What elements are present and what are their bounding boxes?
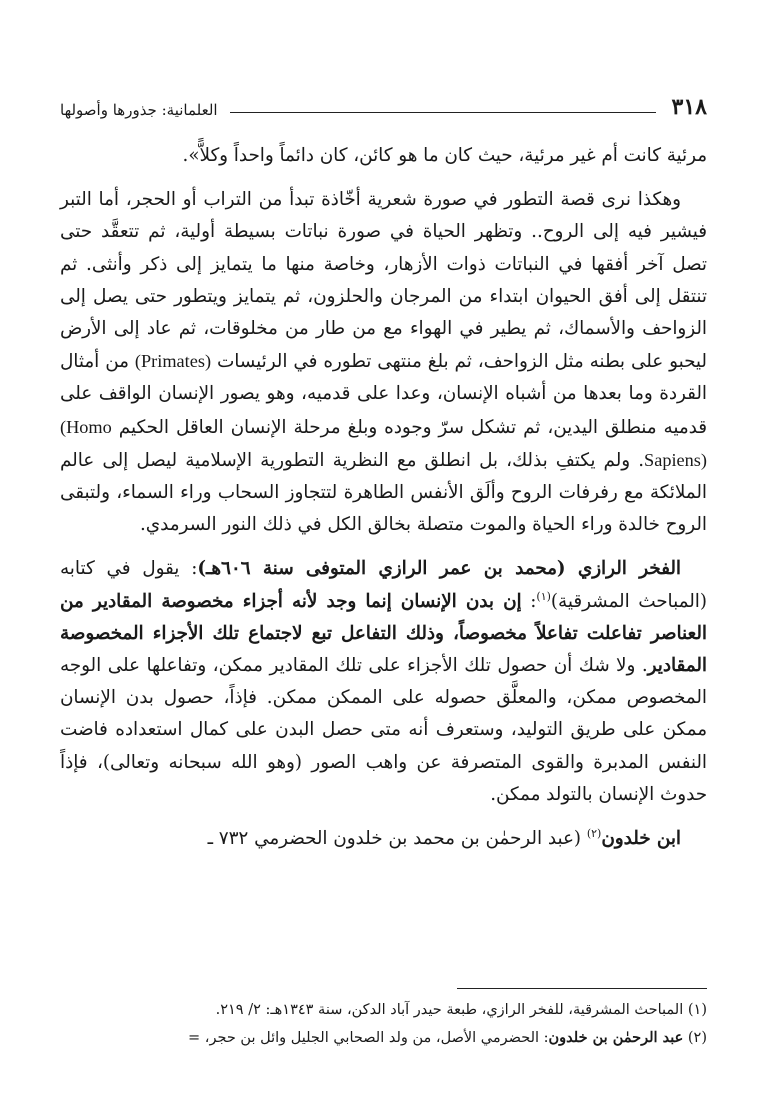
paragraph-gap — [60, 811, 707, 823]
footnote-text: المباحث المشرقية، للفخر الرازي، طبعة حيدر آباد الدكن، سنة ١٣٤٣هـ: ٢/ ٢١٩. — [215, 1002, 684, 1018]
paragraph-text: (عبد الرحمٰن بن محمد بن خلدون الحضرمي ٧٣٢ ـ — [207, 828, 587, 850]
paragraph-text: . ولم يكتفِ بذلك، بل انطلق مع النظرية التطورية الإسلامية ليصل إلى عالم الملائكة مع رفرفات الروح وألَق الأنفس الطاهرة لتتجاوز السحاب وراء السماء، ولتبقى الروح خالدة وراء الحياة والموت متصلة بخالق الكل في ذلك النور السرمدي. — [60, 449, 707, 536]
paragraph-continuation: مرئية كانت أم غير مرئية، حيث كان ما هو كائن، كان دائماً واحداً وكلاًّ». — [182, 145, 707, 166]
paragraph-gap — [60, 172, 707, 184]
paragraph-evolution-story — [60, 184, 707, 541]
footnotes — [60, 996, 707, 1052]
paragraph-text: . ولا شك أن حصول تلك الأجزاء على تلك المقادير ممكن، وتفاعلها على الوجه المخصوص ممكن، والمعلَّق حصوله على الممكن ممكن. فإذاً، حصول بدن الإنسان ممكن على طريق التوليد، وستعرف أنه متى حصل البدن على كمال استعداده فاضت النفس المدبرة والقوى المتصرفة عن واهب الصور (وهو الله سبحانه وتعالى)، فإذاً حدوث الإنسان بالتولد ممكن. — [60, 655, 707, 805]
page-header — [60, 88, 707, 118]
paragraph-text: وهكذا نرى قصة التطور في صورة شعرية أخّاذة تبدأ من التراب أو الحجر، أما التبر فيشير فيه إلى الروح.. وتظهر الحياة في صورة نباتات بسيطة أولية، ثم تتعقَّد حتى تصل آخر أفقها في النباتات ذوات الأزهار، وخاصة منها ما يتمايز إلى ذكر وأنثى. ثم تنتقل إلى أفق الحيوان ابتداء من المرجان والحلزون، ثم يتمايز ويتطور حتى يصل إلى الزواحف والأسماك، ثم يطير في الهواء مع من طار من مخلوقات، ثم عاد إلى الأرض ليحبو على بطنه مثل الزواحف، ثم بلغ منتهى تطوره في الرئيسات — [60, 189, 708, 373]
footnote-ref-2[interactable]: (٢) — [586, 826, 602, 840]
quote-bold: إن بدن الإنسان إنما وجد لأنه أجزاء مخصوصة المقادير من العناصر تفاعلت تفاعلاً مخصوصاً، وذلك التفاعل تبع لاجتماع تلك الأجزاء المخصوصة المقادير — [60, 590, 707, 677]
latin-term-primates: (Primates) — [134, 351, 212, 372]
running-title: العلمانية: جذورها وأصولها — [60, 101, 218, 119]
page-number: ٣١٨ — [671, 94, 707, 120]
footnote-text: : الحضرمي الأصل، من ولد الصحابي الجليل وائل بن حجر، = — [188, 1030, 549, 1046]
footnote-bold-name: عبد الرحمٰن بن خلدون — [548, 1029, 684, 1046]
footnote-ref-1[interactable]: (١) — [536, 589, 551, 603]
header-rule — [230, 112, 656, 113]
paragraph-razi — [60, 553, 707, 811]
footnote-1 — [60, 996, 707, 1024]
body-text — [60, 140, 707, 855]
paragraph-text: من أمثال القردة وما بعدها من أشباه الإنسان، وعدا على قدميه، وهو يصور الإنسان الواقف على قدميه منطلق اليدين، ثم تشكل سرّ وجوده وبلغ مرحلة الإنسان العاقل الحكيم — [60, 351, 708, 438]
footnote-number: (١) — [687, 1002, 707, 1018]
footnote-number: (٢) — [687, 1030, 707, 1046]
section-lead-ibn-khaldun: ابن خلدون — [601, 828, 681, 850]
footnote-2 — [60, 1024, 707, 1052]
paragraph-text: : — [521, 590, 537, 612]
footnote-rule — [457, 988, 707, 989]
paragraph-ibn-khaldun — [60, 823, 707, 855]
section-lead-razi: الفخر الرازي (محمد بن عمر الرازي المتوفى سنة ٦٠٦هـ) — [197, 558, 682, 580]
latin-term-homo-sapiens: (Homo Sapiens) — [60, 416, 707, 470]
paragraph-text: : يقول في كتابه (المباحث المشرقية) — [60, 558, 707, 612]
paragraph-gap — [60, 541, 707, 553]
